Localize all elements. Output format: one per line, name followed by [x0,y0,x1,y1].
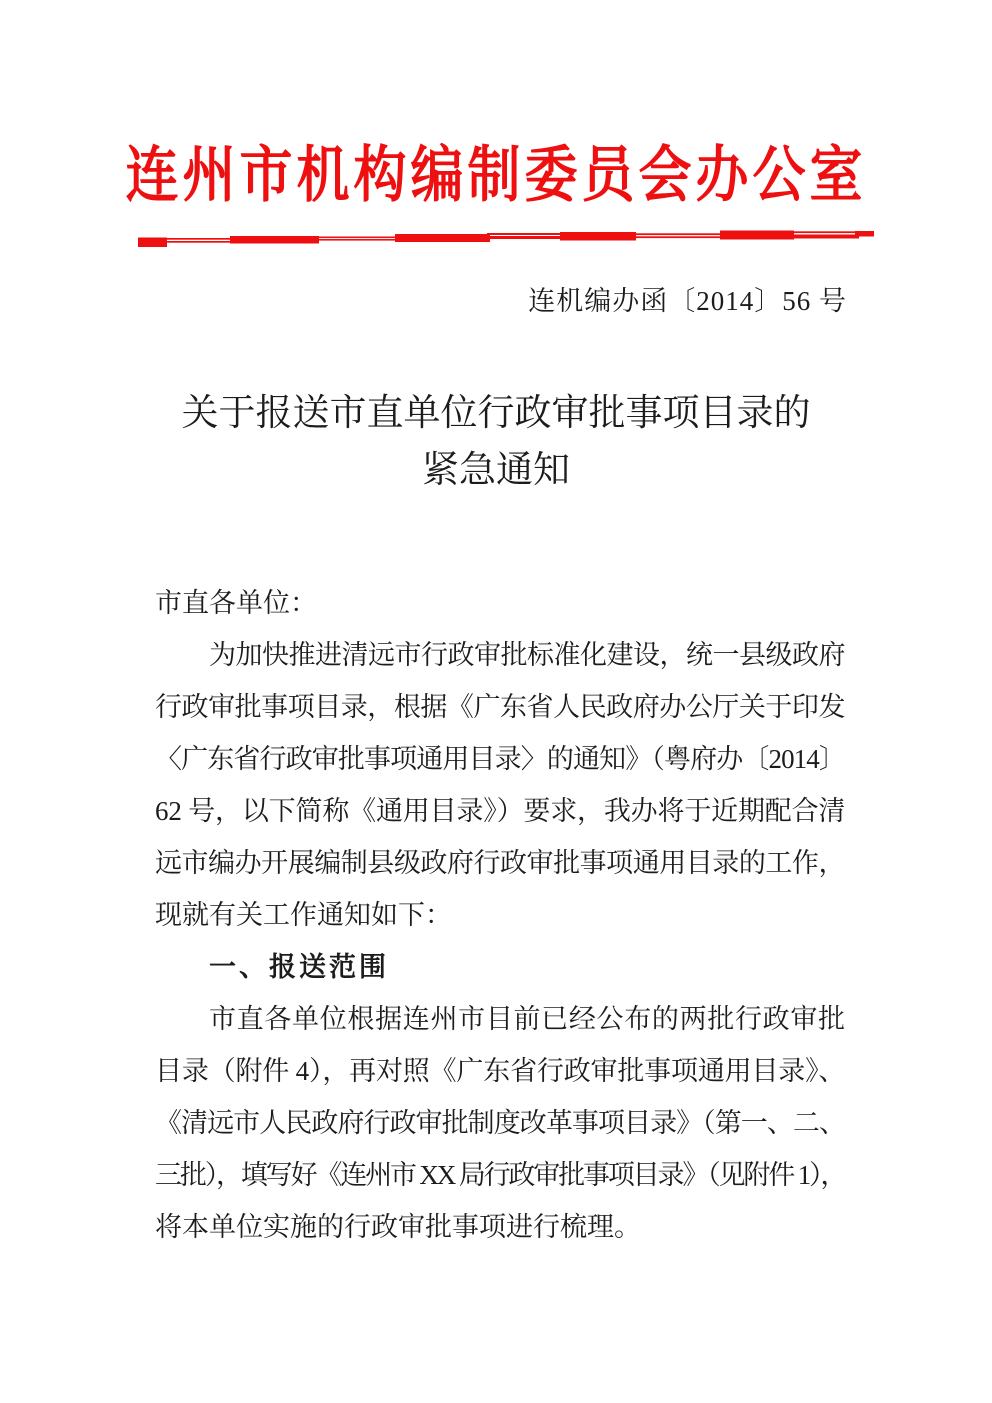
body-line: 《清远市人民政府行政审批制度改革事项目录》（第一、二、 [155,1108,845,1138]
body-line: 市直各单位： [155,588,317,618]
document-title-line2: 紧急通知 [422,450,570,491]
section-heading: 一、报送范围 [209,952,389,982]
document-title-line1: 关于报送市直单位行政审批事项目录的 [181,393,811,434]
body-line: 62 号，以下简称《通用目录》）要求，我办将于近期配合清 [155,796,846,826]
body-text [155,577,845,1253]
body-line: 将本单位实施的行政审批事项进行梳理。 [155,1212,641,1242]
body-line: 市直各单位根据连州市目前已经公布的两批行政审批 [209,1004,845,1034]
body-line: 为加快推进清远市行政审批标准化建设，统一县级政府 [209,640,845,670]
body-line: 远市编办开展编制县级政府行政审批事项通用目录的工作， [155,848,845,878]
body-line: 目录（附件 4），再对照《广东省行政审批事项通用目录》、 [155,1056,846,1086]
body-line: 行政审批事项目录，根据《广东省人民政府办公厅关于印发 [155,692,845,722]
body-line: 〈广东省行政审批事项通用目录〉的通知》（粤府办〔2014〕 [155,744,845,774]
body-line: 三批），填写好《连州市 XX 局行政审批事项目录》（见附件 1）， [155,1160,846,1190]
letterhead-org-name: 连州市机构编制委员会办公室 [125,142,867,210]
document-number: 连机编办函〔2014〕56 号 [528,286,847,316]
letterhead-divider-line [125,220,875,250]
body-line: 现就有关工作通知如下： [155,900,452,930]
